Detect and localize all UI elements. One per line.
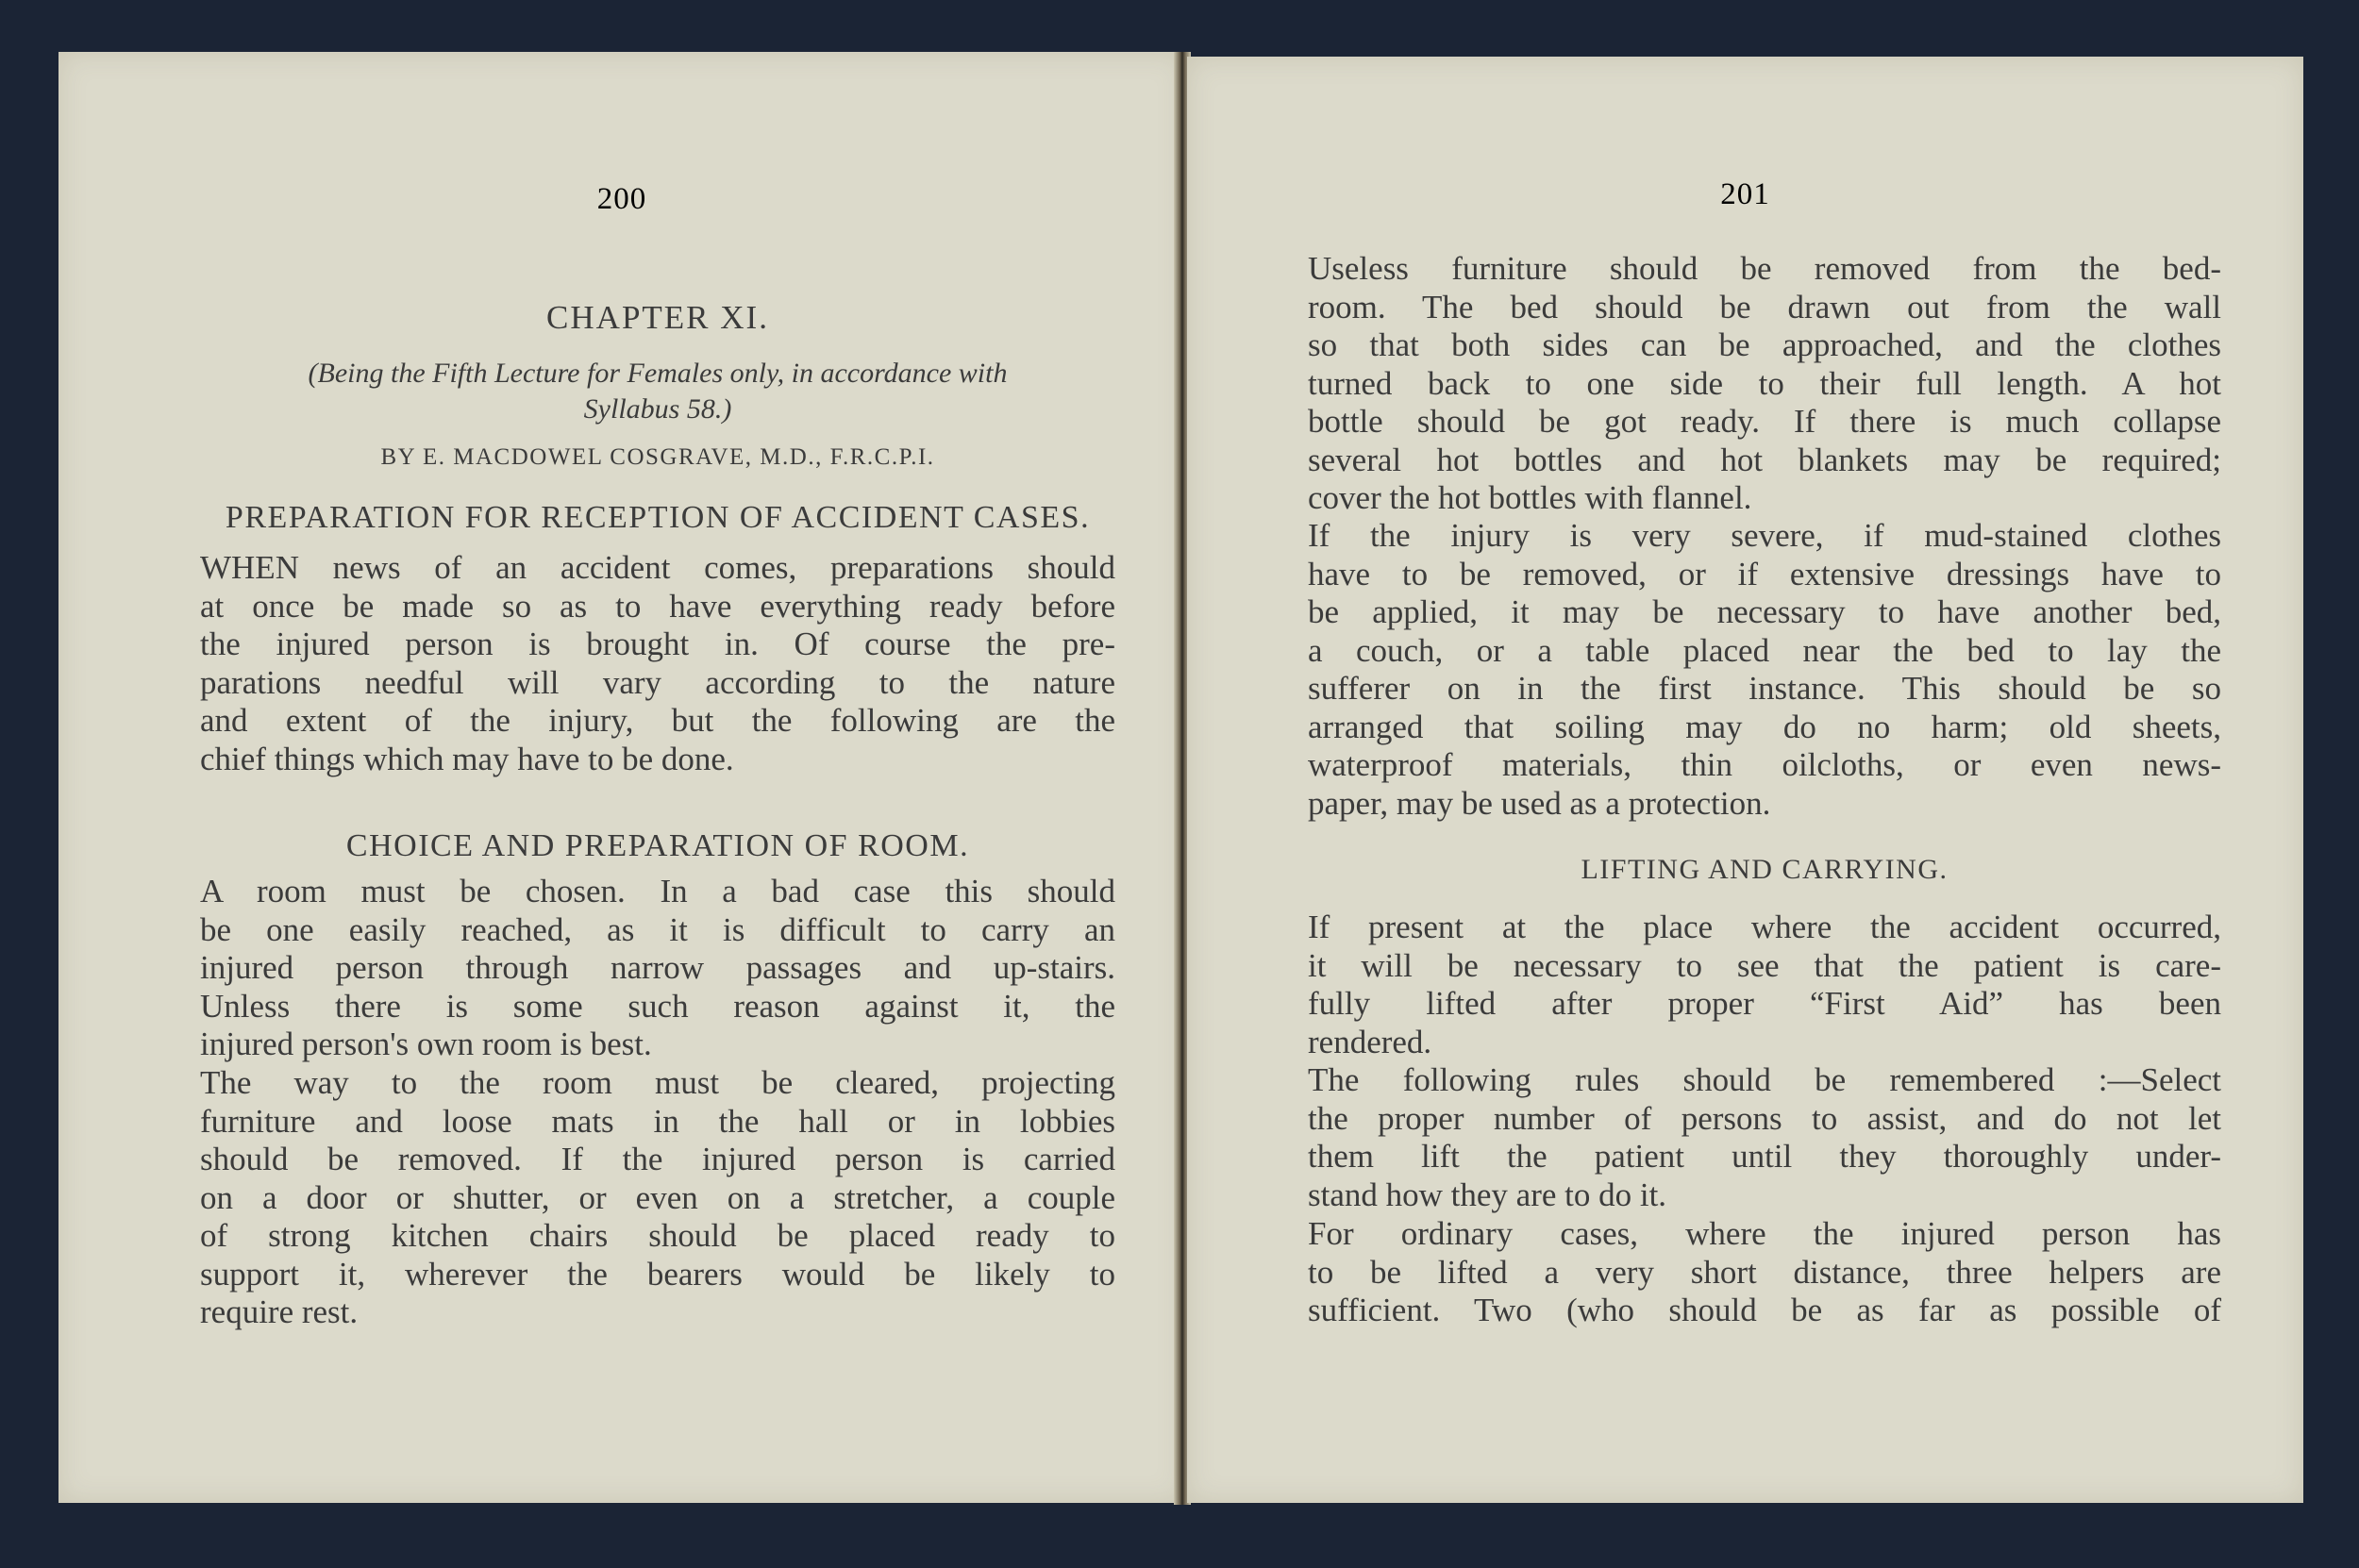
text-line: Useless furniture should be removed from the bed- — [1308, 250, 2221, 287]
chapter-title: CHAPTER XI. — [546, 299, 769, 336]
paragraph — [1308, 1215, 2221, 1330]
paragraph — [1308, 250, 2221, 518]
paragraph — [200, 1064, 1115, 1332]
page-number: 200 — [596, 182, 647, 216]
chapter-subtitle — [200, 356, 1115, 427]
text-line: paper, may be used as a protection. — [1308, 784, 1771, 822]
text-line: injured person through narrow passages and up-stairs. — [200, 949, 1115, 986]
text-line: waterproof materials, thin oilcloths, or even news- — [1308, 746, 2221, 783]
text-line: room. The bed should be drawn out from the wall — [1308, 288, 2221, 325]
paragraph — [1308, 517, 2221, 823]
text-line: on a door or shutter, or even on a stretcher, a couple — [200, 1178, 1115, 1216]
section-heading: PREPARATION FOR RECEPTION OF ACCIDENT CASES. — [225, 500, 1091, 535]
text-line: be applied, it may be necessary to have another bed, — [1308, 593, 2221, 630]
text-line: chief things which may have to be done. — [200, 740, 734, 777]
text-line: A room must be chosen. In a bad case this should — [200, 873, 1115, 909]
section-heading: LIFTING AND CARRYING. — [1581, 854, 1949, 885]
text-line: so that both sides can be approached, and the clothes — [1308, 326, 2221, 363]
text-line: them lift the patient until they thoroughly under- — [1308, 1138, 2221, 1175]
text-line: the proper number of persons to assist, and do not let — [1308, 1099, 2221, 1137]
text-line: of strong kitchen chairs should be placed ready to — [200, 1217, 1115, 1254]
subtitle-line: Syllabus 58.) — [583, 393, 732, 425]
text-line: have to be removed, or if extensive dressings have to — [1308, 555, 2221, 592]
text-line: to be lifted a very short distance, three helpers are — [1308, 1253, 2221, 1291]
paragraph — [1308, 909, 2221, 1061]
text-line: injured person's own room is best. — [200, 1026, 652, 1062]
text-line: several hot bottles and hot blankets may be required; — [1308, 441, 2221, 478]
text-line: should be removed. If the injured person is carried — [200, 1141, 1115, 1177]
paragraph — [200, 873, 1115, 1064]
text-line: WHEN news of an accident comes, preparations should — [200, 549, 1115, 586]
text-line: the injured person is brought in. Of course the pre- — [200, 626, 1115, 662]
chapter-heading-block — [200, 299, 1115, 338]
text-line: sufferer on in the first instance. This should be so — [1308, 670, 2221, 707]
subtitle-line: (Being the Fifth Lecture for Females only, in accordance with — [308, 358, 1008, 389]
text-line: be one easily reached, as it is difficult to carry an — [200, 910, 1115, 948]
text-line: bottle should be got ready. If there is much collapse — [1308, 403, 2221, 440]
text-line: The way to the room must be cleared, projecting — [200, 1064, 1115, 1101]
text-line: stand how they are to do it. — [1308, 1176, 1667, 1213]
page-number: 201 — [1720, 177, 1770, 211]
text-line: For ordinary cases, where the injured person has — [1308, 1215, 2221, 1252]
text-line: If present at the place where the accident occurred, — [1308, 909, 2221, 945]
text-line: cover the hot bottles with flannel. — [1308, 479, 1752, 516]
text-line: arranged that soiling may do no harm; old sheets, — [1308, 708, 2221, 745]
text-line: a couch, or a table placed near the bed to lay the — [1308, 631, 2221, 669]
paragraph — [200, 549, 1115, 778]
right-page — [1187, 57, 2303, 1503]
paragraph — [1308, 1061, 2221, 1214]
text-line: sufficient. Two (who should be as far as possible of — [1308, 1292, 2221, 1328]
text-line: rendered. — [1308, 1023, 1432, 1060]
text-line: and extent of the injury, but the following are the — [200, 702, 1115, 739]
text-line: Unless there is some such reason against it, the — [200, 987, 1115, 1025]
text-line: furniture and loose mats in the hall or in lobbies — [200, 1102, 1115, 1140]
text-line: require rest. — [200, 1293, 359, 1330]
text-line: it will be necessary to see that the patient is care- — [1308, 946, 2221, 984]
section-heading: CHOICE AND PREPARATION OF ROOM. — [345, 828, 970, 863]
section-heading-block — [200, 827, 1115, 866]
text-line: If the injury is very severe, if mud-stained clothes — [1308, 517, 2221, 554]
section-heading-block — [200, 499, 1115, 538]
author-byline: BY E. MACDOWEL COSGRAVE, M.D., F.R.C.P.I. — [380, 444, 935, 470]
text-line: fully lifted after proper “First Aid” has been — [1308, 985, 2221, 1022]
text-line: The following rules should be remembered :—Select — [1308, 1061, 2221, 1098]
text-line: support it, wherever the bearers would be likely to — [200, 1255, 1115, 1293]
section-heading-block — [1308, 851, 2221, 890]
left-page — [59, 52, 1185, 1503]
byline-block — [200, 439, 1115, 477]
text-line: at once be made so as to have everything ready before — [200, 587, 1115, 625]
text-line: parations needful will vary according to the nature — [200, 663, 1115, 701]
text-line: turned back to one side to their full length. A hot — [1308, 364, 2221, 402]
